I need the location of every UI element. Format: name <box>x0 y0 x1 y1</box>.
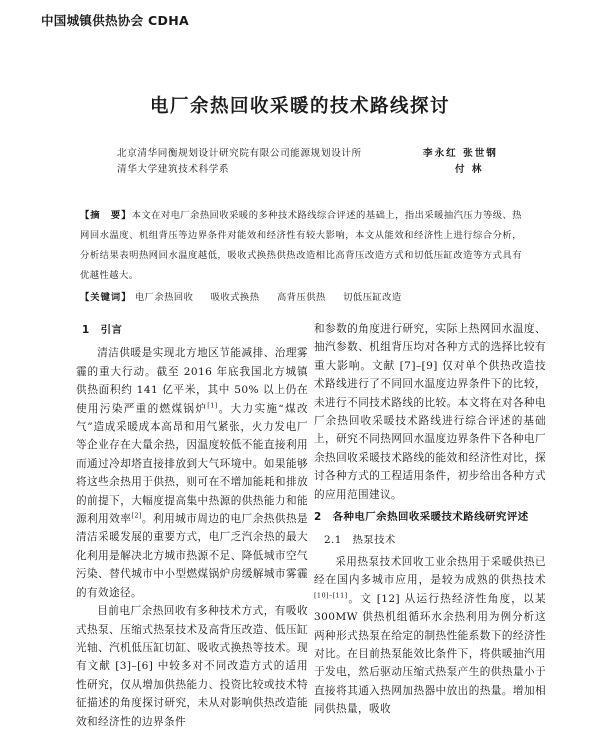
section-2-1-heading: 2.1 热泵技术 <box>324 534 396 547</box>
keyword: 切低压缸改造 <box>343 292 402 303</box>
section-1-heading: 1 引言 <box>82 324 123 336</box>
body-paragraph: 采用热泵技术回收工业余热用于采暖供热已经在国内多城市应用，是较为成熟的供热技术[10]–[11]。文 [12] 从运行热经济性角度，以某 300MW 供热机组循环水余热利用为例分析这两种形式热泵在给定的制热性能系数下的经济性对比。在目前热泵能效比条件下，将供暖抽汽用于发电，然后驱动压缩式热泵产生的供热量小于直接将其通入热网加热器中放出的热量。增加相同供热量，吸收 <box>314 555 546 716</box>
left-column <box>76 320 308 731</box>
keyword: 吸收式换热 <box>210 292 260 303</box>
keywords-label: 【关键词】 <box>80 292 132 303</box>
body-paragraph: 目前电厂余热回收有多种技术方式，有吸收式热泵、压缩式热泵技术及高背压改造、低压缸光轴、汽机低压缸切缸、吸收式换热等技术。现有文献 [3]–[6] 中较多对不同改造方式的适用性研究，仅从增加供热能力、投资比较或技术特征描述的角度探讨研究，未从对影响供热改造能效和经济性的边界条件 <box>76 605 308 728</box>
affiliation-org: 清华大学建筑技术科学系 <box>117 164 230 175</box>
affiliation-row-1 <box>117 145 498 159</box>
organization-header: 中国城镇供热协会 CDHA <box>41 13 189 28</box>
section-2-heading: 2 各种电厂余热回收采暖技术路线研究评述 <box>314 511 529 524</box>
body-paragraph: 清洁供暖是实现北方地区节能减排、治理雾霾的重大行动。截至 2016 年底我国北方城镇供热面积约 141 亿平米，其中 50% 以上仍在使用污染严重的燃煤锅炉[1]。大力实施“煤改气”造成采暖成本高昂和用气紧张，火力发电厂等企业存在大量余热，因温度较低不能直接利用而通过冷却塔直接排放到大气环境中。如果能够将这些余热用于供热，则可在不增加能耗和排放的前提下，大幅度提高集中热源的供热能力和能源利用效率[2]。利用城市周边的电厂余热供热是清洁采暖发展的重要方式，电厂乏汽余热的最大化利用是解决北方城市热源不足、降低城市空气污染、替代城市中小型燃煤锅炉房缓解城市雾霾的有效途径。 <box>76 347 309 599</box>
body-paragraph: 和参数的角度进行研究，实际上热网回水温度、抽汽参数、机组背压均对各种方式的选择比较有重大影响。文献 [7]–[9] 仅对单个供热改造技术路线进行了不同回水温度边界条件下的比较，未进行不同技术路线的比较。本文将在对各种电厂余热回收采暖技术路线进行综合评述的基础上，研究不同热网回水温度边界条件下各种电厂余热回收采暖技术路线的能效和经济性对比，探讨各种方式的工程适用条件，初步给出各种方式的应用范围建议。 <box>314 323 546 501</box>
affiliation-org: 北京清华同衡规划设计研究院有限公司能源规划设计所 <box>117 148 362 159</box>
author-names: 李永红 张世钢 <box>423 148 498 159</box>
citation: [1] <box>207 401 218 410</box>
keyword: 高背压供热 <box>276 292 326 303</box>
affiliation-row-2 <box>117 161 484 175</box>
citation: [10]–[11] <box>314 591 348 600</box>
abstract-text: 本文在对电厂余热回收采暖的多种技术路线综合评述的基础上，指出采暖抽汽压力等级、热网回水温度、机组背压等边界条件对能效和经济性有较大影响，本文从能效和经济性上进行综合分析，分析结果表明热网回水温度越低，吸收式换热供热改造相比高背压改造方式和切低压缸改造等方式具有优越性越大。 <box>80 210 522 281</box>
abstract-label: 【摘 要】 <box>80 210 132 221</box>
citation: [2] <box>131 511 142 520</box>
abstract-block <box>80 206 522 308</box>
keyword: 电厂余热回收 <box>134 292 194 303</box>
right-column <box>314 320 546 719</box>
paper-title: 电厂余热回收采暖的技术路线探讨 <box>149 96 450 117</box>
author-names: 付 林 <box>455 164 484 175</box>
keywords-line <box>80 288 522 308</box>
